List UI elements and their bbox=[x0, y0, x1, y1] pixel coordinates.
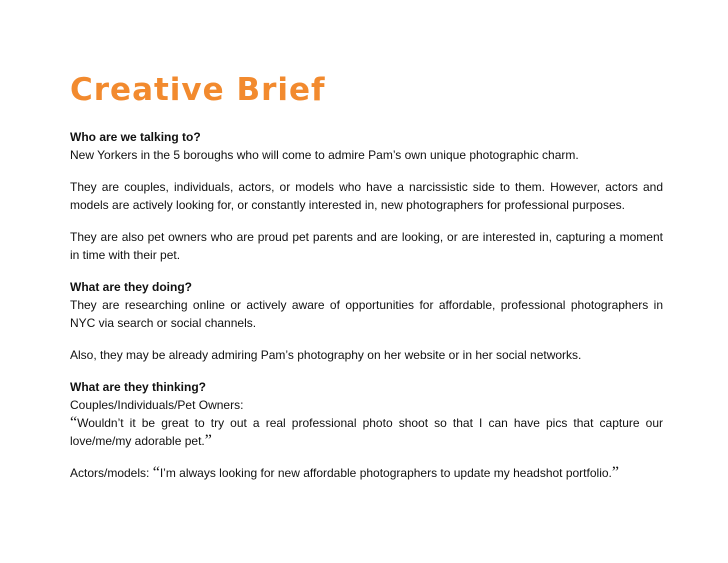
paragraph-who-2: They are couples, individuals, actors, or models who have a narcissistic side to them. However, actors and models are actively looking for, or constantly interested in, new photographers for professional purposes. bbox=[70, 180, 663, 212]
section-heading-who: Who are we talking to? bbox=[70, 130, 201, 144]
quote-open-mark: “ bbox=[70, 414, 78, 431]
quote-open-mark: “ bbox=[152, 464, 160, 481]
quote-couples-text: Wouldn’t it be great to try out a real professional photo shoot so that I can have pics that capture our love/me/my adorable pet. bbox=[70, 416, 663, 448]
quote-actors bbox=[70, 464, 663, 482]
paragraph-doing-1: They are researching online or actively aware of opportunities for affordable, professional photographers in NYC via search or social channels. bbox=[70, 298, 663, 330]
paragraph-doing-2: Also, they may be already admiring Pam’s photography on her website or in her social networks. bbox=[70, 348, 582, 362]
page-title: Creative Brief bbox=[70, 72, 326, 108]
brief-content bbox=[70, 128, 663, 482]
paragraph-who-3: They are also pet owners who are proud pet parents and are looking, or are interested in, capturing a moment in time with their pet. bbox=[70, 230, 663, 262]
audience-label-couples: Couples/Individuals/Pet Owners: bbox=[70, 398, 244, 412]
section-heading-doing: What are they doing? bbox=[70, 280, 193, 294]
paragraph-who-1: New Yorkers in the 5 boroughs who will come to admire Pam’s own unique photographic charm. bbox=[70, 148, 579, 162]
quote-close-mark: ” bbox=[204, 432, 212, 449]
quote-close-mark: ” bbox=[611, 464, 619, 481]
quote-couples bbox=[70, 414, 663, 450]
section-heading-thinking: What are they thinking? bbox=[70, 380, 207, 394]
audience-label-actors: Actors/models: bbox=[70, 466, 153, 480]
quote-actors-text: I’m always looking for new affordable photographers to update my headshot portfolio. bbox=[159, 466, 612, 480]
